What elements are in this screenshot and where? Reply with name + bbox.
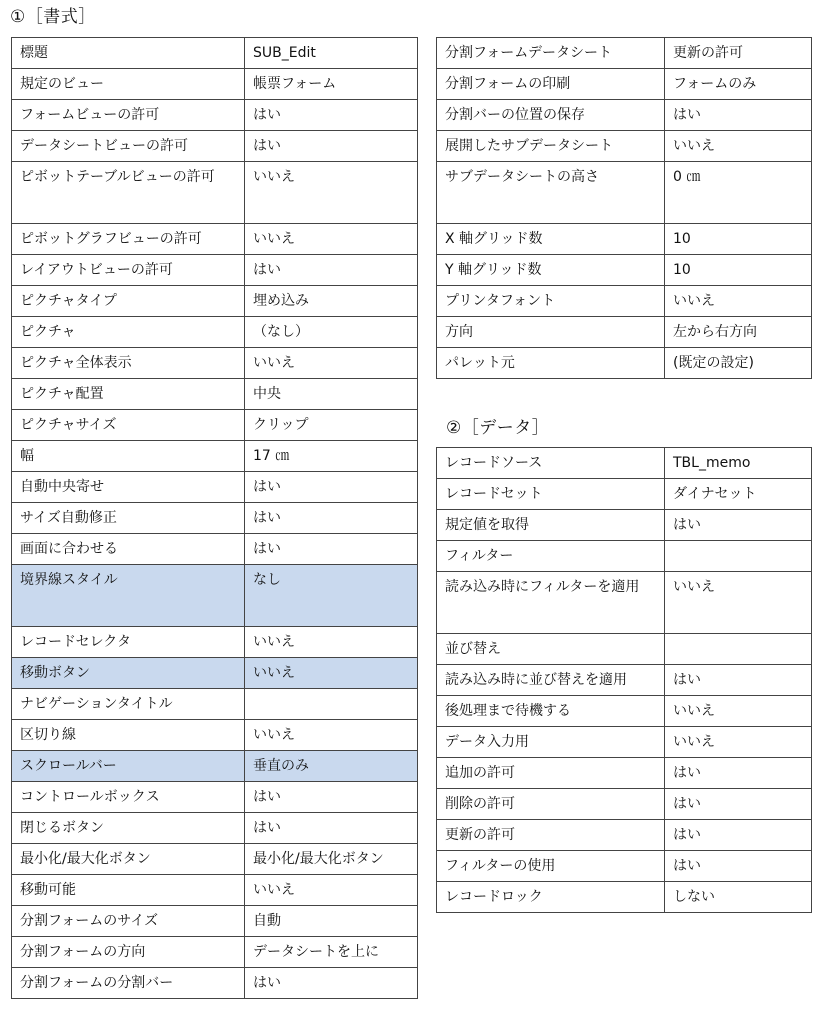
property-label: パレット元 [437,348,665,379]
property-label: 標題 [12,38,245,69]
property-row [437,317,812,348]
property-value: 10 [665,224,812,255]
property-row [12,689,418,720]
property-value [665,541,812,572]
property-label: 分割フォームデータシート [437,38,665,69]
property-value: はい [245,472,418,503]
property-value: TBL_memo [665,448,812,479]
property-row [437,665,812,696]
property-value: (既定の設定) [665,348,812,379]
data-properties-table [436,447,812,913]
property-label: 更新の許可 [437,820,665,851]
property-row [437,38,812,69]
property-value: SUB_Edit [245,38,418,69]
property-label: 移動ボタン [12,658,245,689]
property-label: 後処理まで待機する [437,696,665,727]
property-value: いいえ [665,572,812,634]
property-label: ナビゲーションタイトル [12,689,245,720]
property-label: Y 軸グリッド数 [437,255,665,286]
property-label: 区切り線 [12,720,245,751]
property-label: レコードロック [437,882,665,913]
property-label: コントロールボックス [12,782,245,813]
property-value: はい [665,758,812,789]
property-row [437,789,812,820]
property-label: ピクチャ [12,317,245,348]
format-properties-table [11,37,418,999]
property-value: いいえ [245,348,418,379]
property-row [12,69,418,100]
property-label: 規定値を取得 [437,510,665,541]
property-label: サブデータシートの高さ [437,162,665,224]
property-label: 分割フォームの印刷 [437,69,665,100]
format-properties-table-continued [436,37,812,379]
property-value: はい [245,503,418,534]
property-row [12,968,418,999]
property-value: はい [665,100,812,131]
property-label: レイアウトビューの許可 [12,255,245,286]
property-value: はい [245,255,418,286]
property-value: いいえ [245,627,418,658]
property-value: 17 ㎝ [245,441,418,472]
property-row [437,69,812,100]
property-value: はい [665,820,812,851]
property-label: 画面に合わせる [12,534,245,565]
property-row [12,534,418,565]
property-label: データシートビューの許可 [12,131,245,162]
property-value: いいえ [245,875,418,906]
section-heading-format: ①［書式］ [10,7,96,27]
property-value: 10 [665,255,812,286]
property-label: ピクチャサイズ [12,410,245,441]
property-row [12,379,418,410]
property-row [437,224,812,255]
property-label: フィルターの使用 [437,851,665,882]
property-row [12,565,418,627]
property-row [12,906,418,937]
property-row [12,162,418,224]
property-value [665,634,812,665]
property-value: いいえ [665,727,812,758]
property-label: レコードセレクタ [12,627,245,658]
property-label: 読み込み時にフィルターを適用 [437,572,665,634]
property-value: いいえ [245,720,418,751]
property-label: 閉じるボタン [12,813,245,844]
property-value: いいえ [245,162,418,224]
property-row [12,782,418,813]
property-row [437,510,812,541]
property-row [12,286,418,317]
property-row [12,348,418,379]
property-label: レコードセット [437,479,665,510]
property-value: はい [245,534,418,565]
property-value: はい [245,100,418,131]
property-value: （なし） [245,317,418,348]
property-label: フォームビューの許可 [12,100,245,131]
property-row [437,100,812,131]
property-value: いいえ [665,286,812,317]
property-row [12,658,418,689]
property-row [12,937,418,968]
property-label: 追加の許可 [437,758,665,789]
property-value: 左から右方向 [665,317,812,348]
property-row [437,634,812,665]
property-row [12,875,418,906]
property-row [12,317,418,348]
property-row [437,696,812,727]
property-row [12,751,418,782]
property-value: 最小化/最大化ボタン [245,844,418,875]
property-label: 分割フォームのサイズ [12,906,245,937]
property-row [437,851,812,882]
property-label: サイズ自動修正 [12,503,245,534]
property-value: いいえ [665,131,812,162]
property-value: いいえ [245,224,418,255]
property-row [12,720,418,751]
property-value: 0 ㎝ [665,162,812,224]
property-row [12,224,418,255]
property-label: 幅 [12,441,245,472]
property-row [12,844,418,875]
property-value: なし [245,565,418,627]
property-value: はい [245,782,418,813]
property-value: データシートを上に [245,937,418,968]
property-label: 境界線スタイル [12,565,245,627]
property-value: 垂直のみ [245,751,418,782]
property-row [437,541,812,572]
property-label: X 軸グリッド数 [437,224,665,255]
property-value: 帳票フォーム [245,69,418,100]
property-value: はい [665,851,812,882]
property-value: いいえ [665,696,812,727]
property-row [437,572,812,634]
property-row [12,131,418,162]
property-label: 読み込み時に並び替えを適用 [437,665,665,696]
property-label: スクロールバー [12,751,245,782]
property-row [437,255,812,286]
property-label: 分割フォームの分割バー [12,968,245,999]
property-row [12,503,418,534]
property-row [437,882,812,913]
property-label: 並び替え [437,634,665,665]
property-value: はい [245,813,418,844]
section-heading-data: ②［データ］ [446,418,550,438]
property-row [437,758,812,789]
property-label: ピボットテーブルビューの許可 [12,162,245,224]
property-label: 移動可能 [12,875,245,906]
property-label: ピクチャ配置 [12,379,245,410]
property-label: プリンタフォント [437,286,665,317]
property-row [437,162,812,224]
property-value: はい [665,665,812,696]
property-label: フィルター [437,541,665,572]
property-label: データ入力用 [437,727,665,758]
property-value: クリップ [245,410,418,441]
property-label: ピクチャ全体表示 [12,348,245,379]
property-row [12,813,418,844]
property-label: 分割フォームの方向 [12,937,245,968]
property-label: 分割バーの位置の保存 [437,100,665,131]
property-label: ピクチャタイプ [12,286,245,317]
property-row [437,286,812,317]
property-label: ピボットグラフビューの許可 [12,224,245,255]
property-row [437,448,812,479]
property-value [245,689,418,720]
property-row [12,100,418,131]
property-value: 自動 [245,906,418,937]
property-label: 展開したサブデータシート [437,131,665,162]
property-row [12,472,418,503]
property-value: いいえ [245,658,418,689]
property-row [437,131,812,162]
property-row [437,820,812,851]
property-label: 方向 [437,317,665,348]
property-row [12,255,418,286]
property-value: はい [245,968,418,999]
property-row [12,38,418,69]
property-label: 削除の許可 [437,789,665,820]
property-row [437,479,812,510]
property-label: レコードソース [437,448,665,479]
property-row [12,441,418,472]
property-value: フォームのみ [665,69,812,100]
property-label: 最小化/最大化ボタン [12,844,245,875]
property-row [12,410,418,441]
property-row [437,727,812,758]
property-value: はい [665,510,812,541]
property-value: 中央 [245,379,418,410]
property-value: はい [245,131,418,162]
property-label: 規定のビュー [12,69,245,100]
property-label: 自動中央寄せ [12,472,245,503]
property-value: 埋め込み [245,286,418,317]
property-row [437,348,812,379]
property-value: ダイナセット [665,479,812,510]
property-value: はい [665,789,812,820]
property-value: 更新の許可 [665,38,812,69]
property-value: しない [665,882,812,913]
property-row [12,627,418,658]
